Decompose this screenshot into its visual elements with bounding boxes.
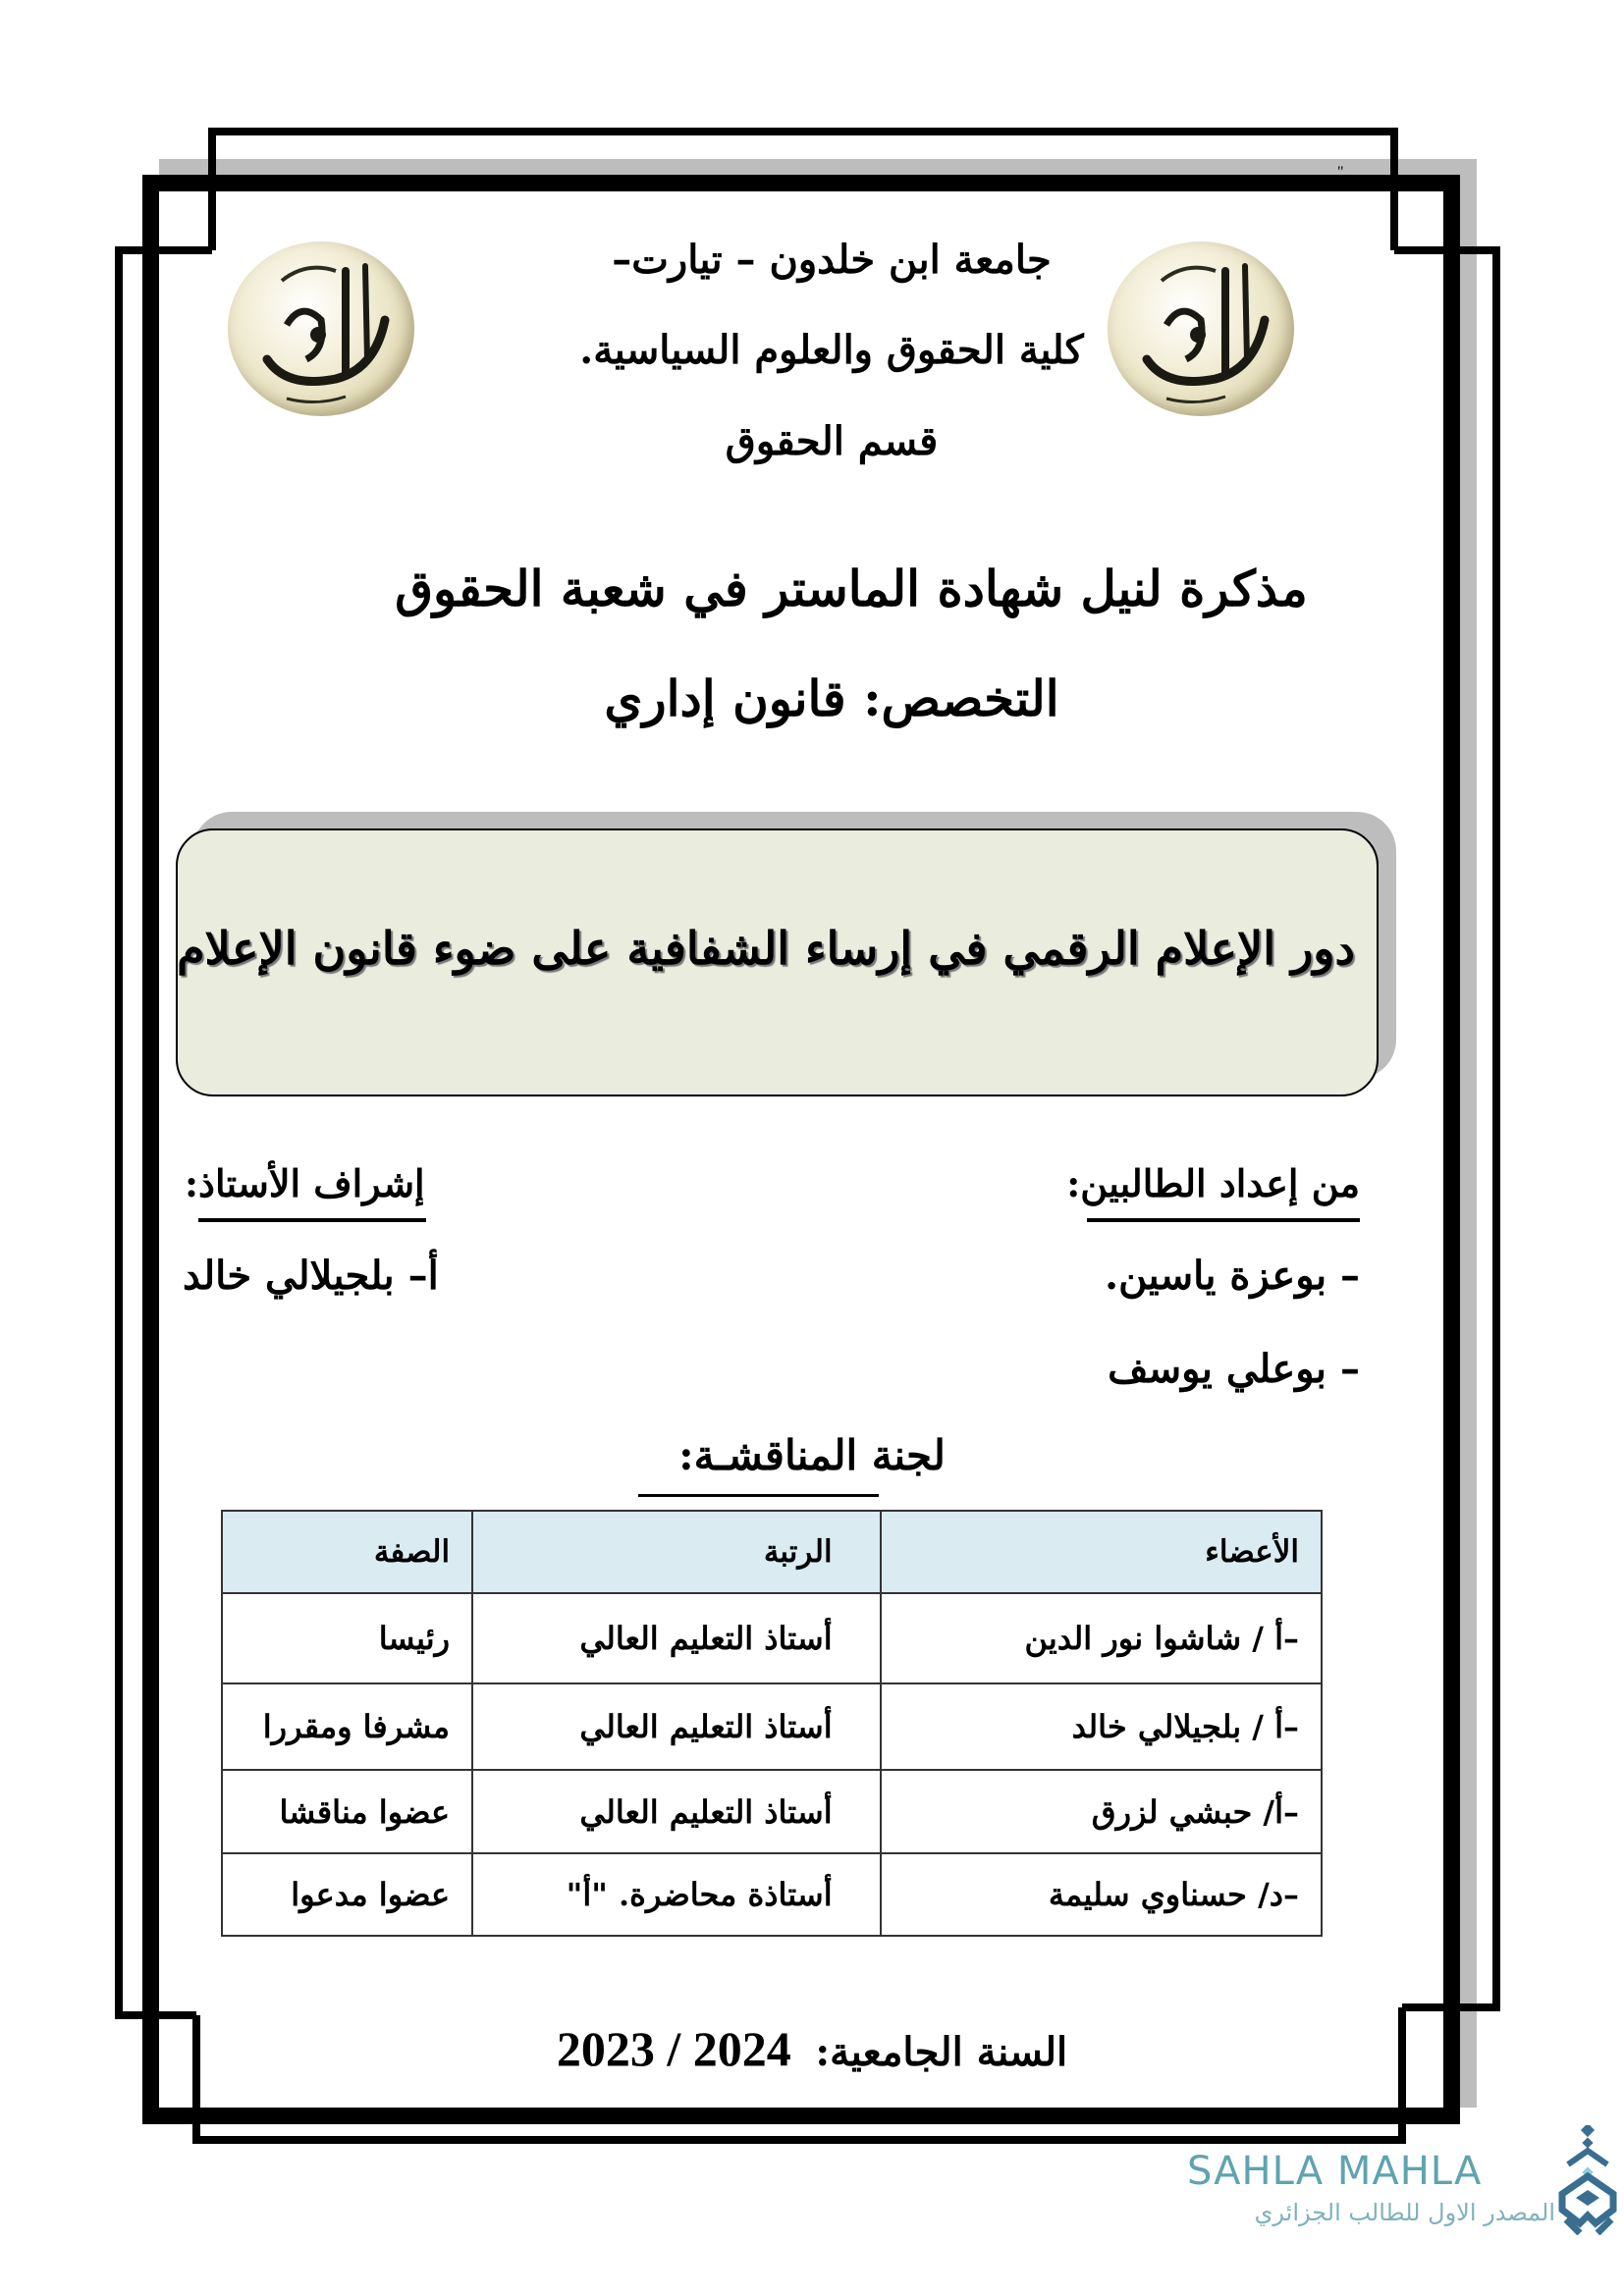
- watermark-tagline: المصدر الاول للطالب الجزائري: [1254, 2199, 1555, 2226]
- supervisor-label: إشراف الأستاذ:: [185, 1161, 425, 1205]
- table-row: [222, 1770, 1322, 1853]
- stray-quote-mark: ": [1337, 164, 1344, 181]
- member-rank: أستاذ التعليم العالي: [472, 1593, 881, 1683]
- watermark-brand: SAHLA MAHLA: [1187, 2149, 1483, 2194]
- academic-year: [0, 2017, 1624, 2084]
- table-row: [222, 1853, 1322, 1936]
- table-row: [222, 1593, 1322, 1683]
- faculty-name: كلية الحقوق والعلوم السياسية.: [579, 327, 1084, 373]
- column-header-rank: الرتبة: [472, 1511, 881, 1593]
- member-role: عضوا مدعوا: [222, 1853, 472, 1936]
- column-header-role: الصفة: [222, 1511, 472, 1593]
- degree-statement: مذكرة لنيل شهادة الماستر في شعبة الحقوق: [395, 560, 1308, 617]
- student-name-2: – بوعلي يوسف: [1108, 1346, 1360, 1392]
- students-label: من إعداد الطالبين:: [1066, 1161, 1360, 1205]
- committee-table-header: [222, 1511, 1322, 1593]
- academic-year-value: 2023 / 2024: [556, 2021, 791, 2076]
- students-label-underline: [1087, 1218, 1360, 1222]
- member-rank: أستاذة محاضرة. "أ": [472, 1853, 881, 1936]
- member-role: عضوا مناقشا: [222, 1770, 472, 1853]
- supervisor-label-underline: [198, 1218, 426, 1222]
- sahla-mahla-logo-icon: [1556, 2125, 1621, 2235]
- table-row: [222, 1683, 1322, 1770]
- thesis-title: دور الإعلام الرقمي في إرساء الشفافية على ضوء قانون الإعلام: [177, 922, 1355, 975]
- department-name: قسم الحقوق: [725, 418, 939, 464]
- member-role: رئيسا: [222, 1593, 472, 1683]
- member-name: –أ/ حبشي لزرق: [881, 1770, 1322, 1853]
- member-name: –د/ حسناوي سليمة: [881, 1853, 1322, 1936]
- member-rank: أستاذ التعليم العالي: [472, 1683, 881, 1770]
- supervisor-name: أ– بلجيلالي خالد: [183, 1253, 439, 1299]
- student-name-1: – بوعزة ياسين.: [1105, 1253, 1360, 1299]
- column-header-members: الأعضاء: [881, 1511, 1322, 1593]
- committee-label: لجنة المناقشـة:: [678, 1431, 946, 1479]
- university-name: جامعة ابن خلدون – تيارت–: [612, 237, 1052, 283]
- member-name: –أ / شاشوا نور الدين: [881, 1593, 1322, 1683]
- committee-label-underline: [638, 1494, 879, 1497]
- member-rank: أستاذ التعليم العالي: [472, 1770, 881, 1853]
- academic-year-label: السنة الجامعية:: [815, 2029, 1068, 2075]
- committee-table: [221, 1510, 1323, 1937]
- member-name: –أ / بلجيلالي خالد: [881, 1683, 1322, 1770]
- specialty: التخصص: قانون إداري: [604, 669, 1059, 727]
- thesis-title-box: [176, 828, 1379, 1096]
- member-role: مشرفا ومقررا: [222, 1683, 472, 1770]
